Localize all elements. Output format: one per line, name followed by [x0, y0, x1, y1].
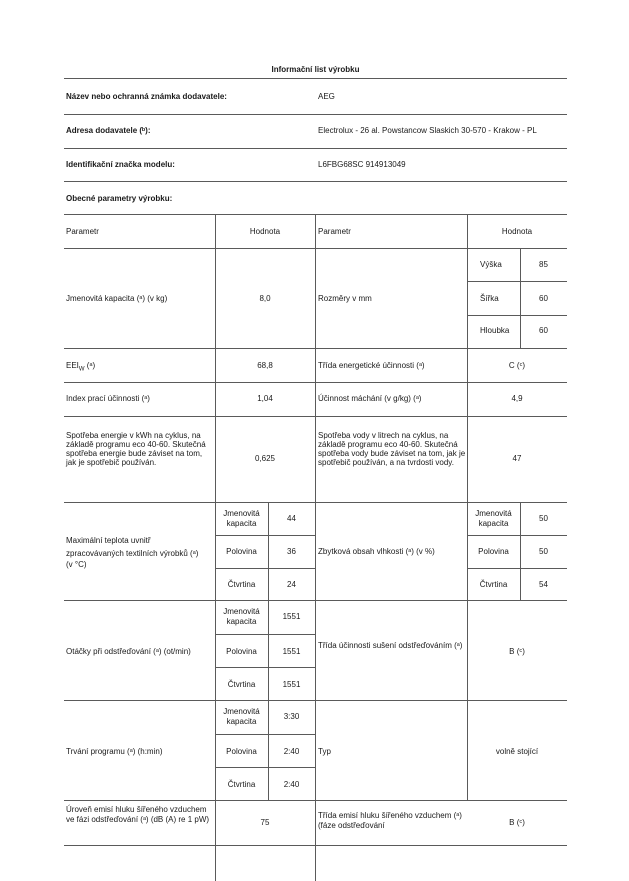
- capacity-value: 8,0: [259, 294, 271, 303]
- spin-speed-rated-label-1: Jmenovitá: [223, 607, 260, 616]
- spin-class-label: Třída účinnosti sušení odstřeďováním (ᵃ): [318, 641, 463, 650]
- dimensions-label: Rozměry v mm: [318, 294, 372, 303]
- moisture-label: Zbytková obsah vlhkosti (ᵃ) (v %): [318, 547, 435, 556]
- max-temp-half-value: 36: [287, 547, 296, 556]
- duration-rated-label-1: Jmenovitá: [223, 707, 260, 716]
- energy-consumption-label: Spotřeba energie v kWh na cyklus, na základě programu eco 40-60. Skutečná spotřeba energie bude záviset na tom, jak je spotřebič používán.: [66, 431, 206, 467]
- max-temp-rated-label-2: kapacita: [226, 519, 257, 528]
- page-title: Informační list výrobku: [271, 65, 360, 74]
- noise-class-value: B (ᶜ): [509, 818, 525, 827]
- max-temp-rated-value: 44: [287, 514, 296, 523]
- moisture-quarter-value: 54: [539, 580, 548, 589]
- spin-speed-half-value: 1551: [282, 647, 301, 656]
- sub-rule: [215, 667, 315, 668]
- max-temp-quarter-label: Čtvrtina: [227, 580, 256, 589]
- spin-class-value: B (ᶜ): [509, 647, 525, 656]
- rule: [64, 78, 567, 79]
- sub-rule: [215, 767, 315, 768]
- type-label: Typ: [318, 747, 331, 756]
- moisture-half-value: 50: [539, 547, 548, 556]
- general-parameters-heading: Obecné parametry výrobku:: [66, 194, 173, 203]
- duration-quarter-value: 2:40: [283, 780, 300, 789]
- spin-speed-rated-value: 1551: [282, 612, 301, 621]
- sub-rule: [467, 315, 567, 316]
- eei-label-main: EEI: [66, 361, 79, 370]
- sub-rule: [215, 734, 315, 735]
- sub-rule: [215, 535, 315, 536]
- energy-class-label: Třída energetické účinnosti (ᵃ): [318, 361, 425, 370]
- sub-rule: [215, 634, 315, 635]
- duration-label: Trvání programu (ᵃ) (h:min): [66, 747, 163, 756]
- duration-half-value: 2:40: [283, 747, 300, 756]
- moisture-rated-label-1: Jmenovitá: [475, 509, 512, 518]
- spin-speed-quarter-value: 1551: [282, 680, 301, 689]
- spin-speed-half-label: Polovina: [226, 647, 257, 656]
- spin-speed-quarter-label: Čtvrtina: [227, 680, 256, 689]
- eei-label: [66, 361, 95, 371]
- address-label: Adresa dodavatele (ᵇ):: [66, 126, 151, 135]
- washing-index-label: Index prací účinnosti (ᵃ): [66, 394, 150, 403]
- water-consumption-label: Spotřeba vody v litrech na cyklus, na základě programu eco 40-60. Skutečná spotřeba vody bude záviset na tom, jak je spotřebič používán, a na tvrdosti vody.: [318, 431, 466, 467]
- height-value: 85: [539, 260, 548, 269]
- noise-value: 75: [260, 818, 270, 827]
- sub-rule: [215, 568, 315, 569]
- height-label: Výška: [480, 260, 502, 269]
- width-label: Šířka: [480, 294, 499, 303]
- address-value: Electrolux - 26 al. Powstancow Slaskich 30-570 - Krakow - PL: [318, 126, 537, 135]
- header-value-right: Hodnota: [501, 227, 533, 236]
- model-value: L6FBG68SC 914913049: [318, 160, 406, 169]
- header-value-left: Hodnota: [249, 227, 281, 236]
- eei-label-tail: (ᵃ): [84, 361, 96, 370]
- max-temp-label-1: Maximální teplota uvnitř: [66, 536, 151, 545]
- rinsing-value: 4,9: [511, 394, 523, 403]
- moisture-quarter-label: Čtvrtina: [479, 580, 508, 589]
- water-consumption-value: 47: [512, 454, 522, 463]
- washing-index-value: 1,04: [257, 394, 273, 403]
- eei-value: 68,8: [257, 361, 273, 370]
- eei-label-sub: W: [78, 366, 85, 373]
- duration-rated-label-2: kapacita: [226, 717, 257, 726]
- model-label: Identifikační značka modelu:: [66, 160, 175, 169]
- noise-class-label: Třída emisí hluku šířeného vzduchem (ᵃ) (fáze odstřeďování: [318, 811, 462, 830]
- moisture-rated-value: 50: [539, 514, 548, 523]
- capacity-label: Jmenovitá kapacita (ᵃ) (v kg): [66, 294, 168, 303]
- column-rule: [315, 214, 316, 881]
- rule: [64, 181, 567, 182]
- depth-label: Hloubka: [480, 326, 510, 335]
- spin-speed-rated-label-2: kapacita: [226, 617, 257, 626]
- noise-label: Úroveň emisí hluku šířeného vzduchem ve fázi odstřeďování (ᵃ) (dB (A) re 1 pW): [66, 805, 210, 824]
- width-value: 60: [539, 294, 548, 303]
- type-value: volně stojící: [495, 747, 539, 756]
- max-temp-label-3: (v °C): [66, 560, 87, 569]
- duration-half-label: Polovina: [226, 747, 257, 756]
- rinsing-label: Účinnost máchání (v g/kg) (ᵃ): [318, 394, 422, 403]
- sub-rule: [467, 535, 567, 536]
- depth-value: 60: [539, 326, 548, 335]
- duration-rated-value: 3:30: [283, 712, 300, 721]
- max-temp-half-label: Polovina: [226, 547, 257, 556]
- sub-rule: [467, 568, 567, 569]
- sub-rule: [467, 281, 567, 282]
- energy-consumption-value: 0,625: [254, 454, 276, 463]
- supplier-label: Název nebo ochranná známka dodavatele:: [66, 92, 227, 101]
- max-temp-quarter-value: 24: [287, 580, 296, 589]
- header-parameter-right: Parametr: [318, 227, 351, 236]
- rule: [64, 148, 567, 149]
- header-parameter-left: Parametr: [66, 227, 99, 236]
- supplier-value: AEG: [318, 92, 335, 101]
- rule: [64, 114, 567, 115]
- moisture-rated-label-2: kapacita: [478, 519, 509, 528]
- max-temp-label-2: zpracovávaných textilních výrobků (ᵃ): [66, 549, 199, 558]
- column-rule: [467, 214, 468, 800]
- duration-quarter-label: Čtvrtina: [227, 780, 256, 789]
- moisture-half-label: Polovina: [478, 547, 509, 556]
- energy-class-value: C (ᶜ): [508, 361, 526, 370]
- spin-speed-label: Otáčky při odstřeďování (ᵃ) (ot/min): [66, 647, 191, 656]
- max-temp-rated-label-1: Jmenovitá: [223, 509, 260, 518]
